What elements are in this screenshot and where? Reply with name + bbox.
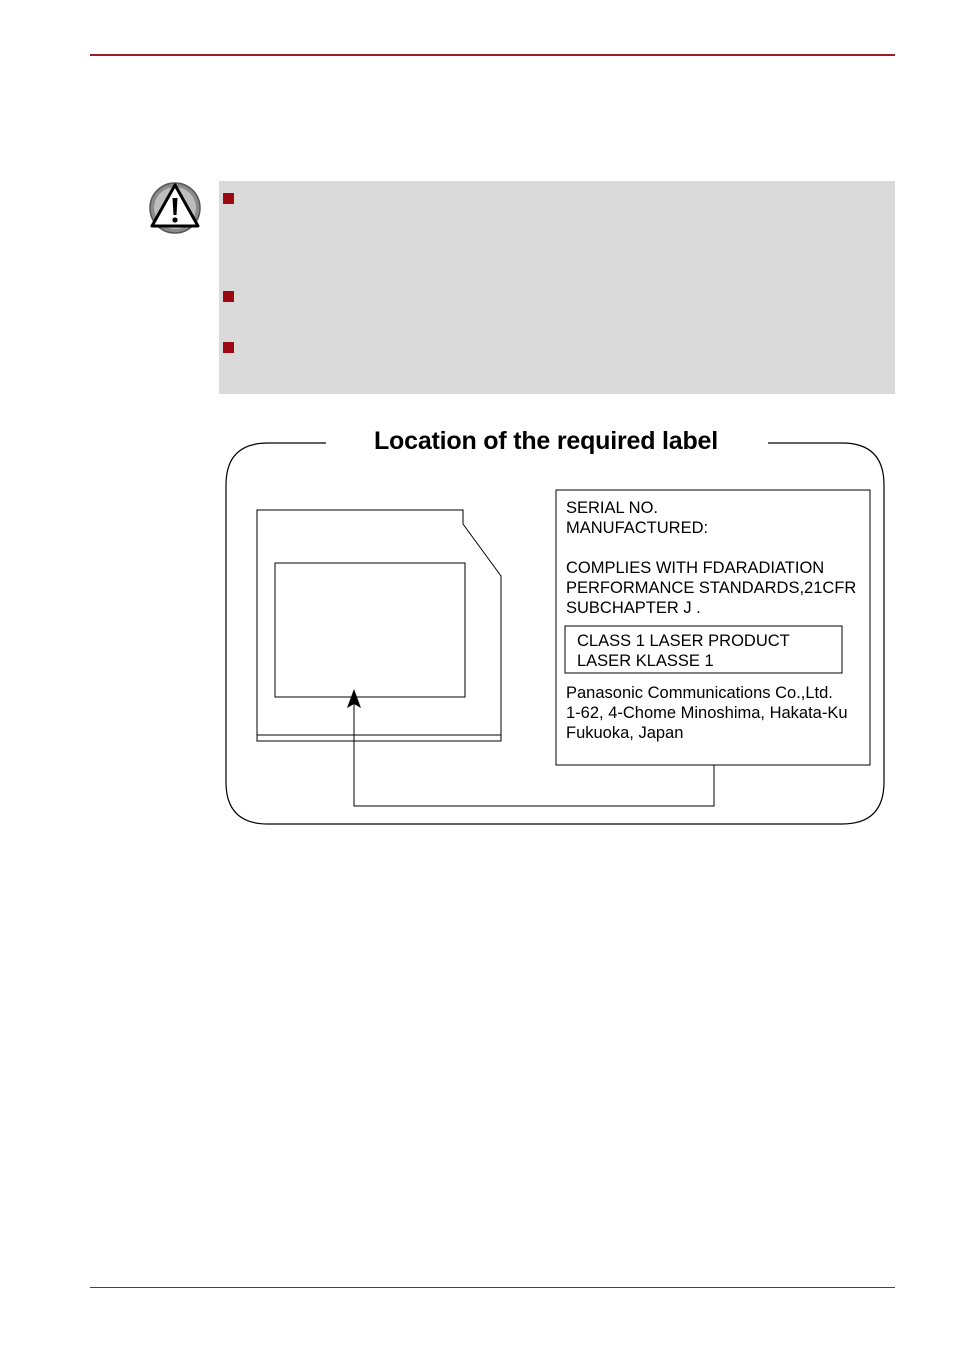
drive-outline — [257, 510, 501, 741]
label-complies-line-2: PERFORMANCE STANDARDS,21CFR — [566, 579, 857, 597]
label-laser-class-line-2: LASER KLASSE 1 — [577, 652, 714, 670]
label-maker-line-2: 1-62, 4-Chome Minoshima, Hakata-Ku — [566, 704, 848, 722]
figure-title: Location of the required label — [326, 424, 766, 458]
label-serial: SERIAL NO. — [566, 499, 658, 517]
label-manufactured: MANUFACTURED: — [566, 519, 709, 537]
label-position-rect — [275, 563, 465, 697]
footer-rule — [90, 1287, 895, 1288]
label-maker-line-1: Panasonic Communications Co.,Ltd. — [566, 684, 833, 702]
label-complies-line-1: COMPLIES WITH FDARADIATION — [566, 559, 825, 577]
label-maker-line-3: Fukuoka, Japan — [566, 724, 684, 742]
label-complies-line-3: SUBCHAPTER J . — [566, 599, 701, 617]
label-laser-class-line-1: CLASS 1 LASER PRODUCT — [577, 632, 790, 650]
